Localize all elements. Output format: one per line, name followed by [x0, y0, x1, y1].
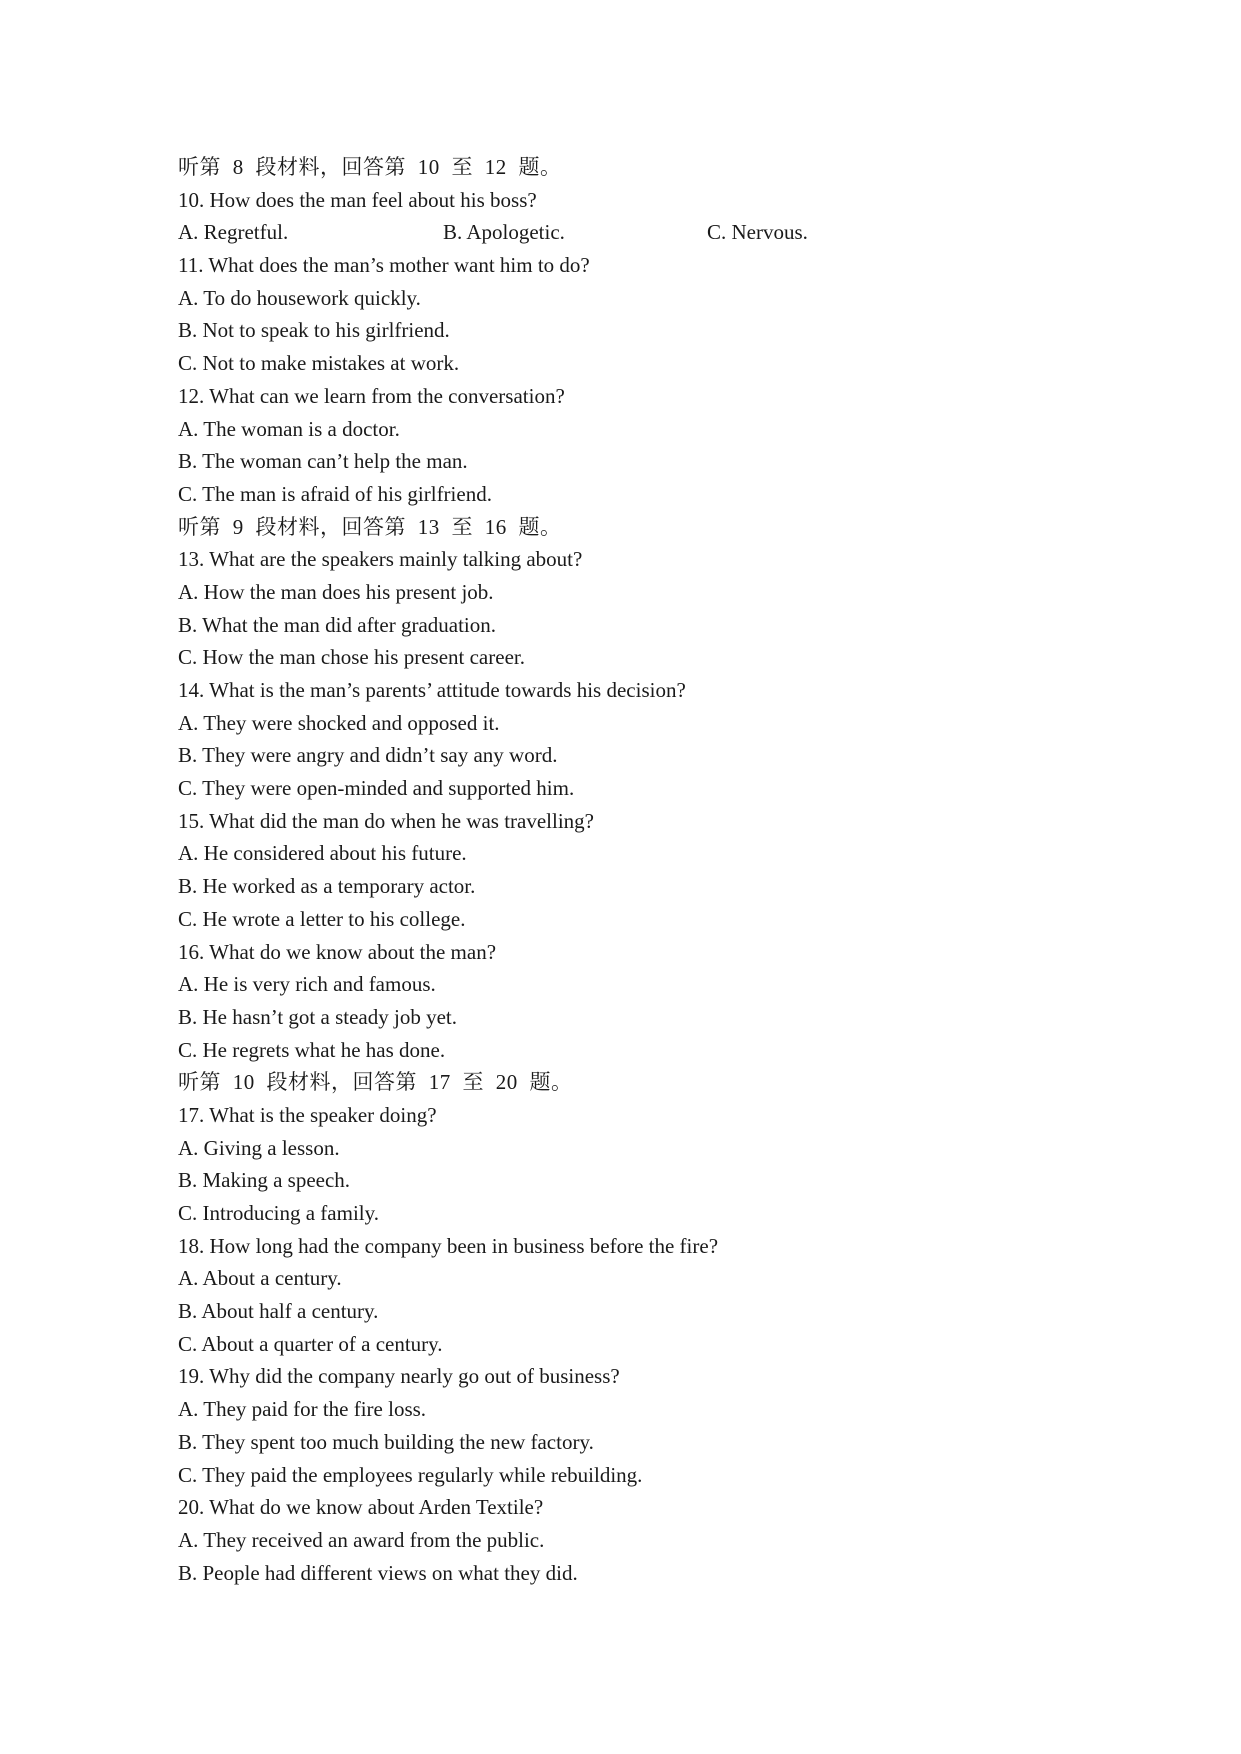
option-c: C. Introducing a family. — [178, 1201, 380, 1225]
option-c: C. He wrote a letter to his college. — [178, 906, 466, 931]
option-a: A. The woman is a doctor. — [178, 416, 400, 441]
option-c: C. Not to make mistakes at work. — [178, 351, 460, 376]
question-stem: 10. How does the man feel about his boss? — [178, 187, 537, 212]
option-c: C. How the man chose his present career. — [178, 645, 525, 670]
option-b: B. They were angry and didn’t say any word. — [178, 743, 558, 768]
option-a: A. About a century. — [178, 1266, 342, 1291]
option-a: A. He considered about his future. — [178, 841, 467, 866]
option-c: C. He regrets what he has done. — [178, 1037, 446, 1062]
section-heading: 听第 10 段材料，回答第 17 至 20 题。 — [178, 1070, 573, 1095]
section-heading: 听第 9 段材料，回答第 13 至 16 题。 — [178, 514, 562, 539]
option-b: B. Not to speak to his girlfriend. — [178, 318, 450, 343]
option-a: A. He is very rich and famous. — [178, 972, 436, 997]
question-stem: 13. What are the speakers mainly talking about? — [178, 547, 583, 572]
inline-options — [178, 216, 1158, 249]
option-b: B. He worked as a temporary actor. — [178, 874, 476, 899]
option-b: B. About half a century. — [178, 1299, 379, 1324]
question-stem: 17. What is the speaker doing? — [178, 1102, 437, 1127]
option-b: B. Making a speech. — [178, 1168, 351, 1193]
option-c: C. Nervous. — [707, 220, 808, 245]
option-c: C. The man is afraid of his girlfriend. — [178, 481, 492, 506]
page-content — [178, 151, 1158, 1589]
option-b: B. They spent too much building the new factory. — [178, 1429, 594, 1454]
question-stem: 15. What did the man do when he was travelling? — [178, 808, 595, 833]
option-b: B. People had different views on what they did. — [178, 1560, 578, 1585]
option-b: B. What the man did after graduation. — [178, 612, 497, 637]
option-a: A. To do housework quickly. — [178, 285, 421, 310]
question-stem: 14. What is the man’s parents’ attitude towards his decision? — [178, 678, 686, 702]
option-a: A. They were shocked and opposed it. — [178, 710, 500, 735]
option-b: B. He hasn’t got a steady job yet. — [178, 1004, 457, 1029]
question-stem: 18. How long had the company been in business before the fire? — [178, 1233, 719, 1258]
question-stem: 12. What can we learn from the conversation? — [178, 383, 565, 408]
option-a: A. Regretful. — [178, 220, 289, 245]
option-a: A. They received an award from the public. — [178, 1527, 545, 1552]
question-stem: 19. Why did the company nearly go out of business? — [178, 1364, 620, 1389]
question-stem: 20. What do we know about Arden Textile? — [178, 1495, 544, 1520]
question-stem: 16. What do we know about the man? — [178, 939, 497, 964]
option-c: C. They were open-minded and supported him. — [178, 776, 575, 801]
question-stem: 11. What does the man’s mother want him to do? — [178, 253, 590, 278]
option-b: B. The woman can’t help the man. — [178, 449, 468, 474]
option-b: B. Apologetic. — [443, 220, 565, 245]
section-heading: 听第 8 段材料，回答第 10 至 12 题。 — [178, 155, 562, 179]
option-c: C. They paid the employees regularly while rebuilding. — [178, 1462, 643, 1487]
option-a: A. How the man does his present job. — [178, 579, 494, 604]
option-a: A. Giving a lesson. — [178, 1135, 340, 1160]
option-c: C. About a quarter of a century. — [178, 1331, 443, 1356]
option-a: A. They paid for the fire loss. — [178, 1397, 427, 1422]
